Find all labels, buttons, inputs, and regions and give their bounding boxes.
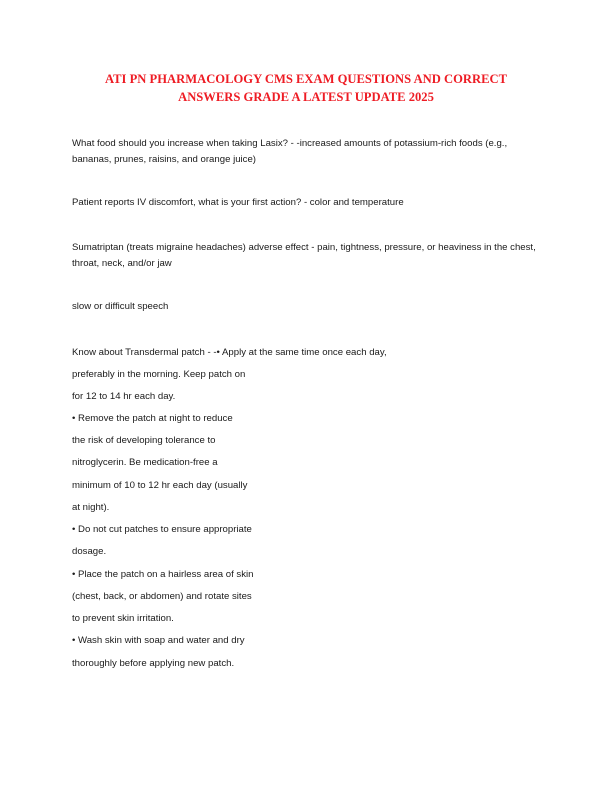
transdermal-line: for 12 to 14 hr each day. [72,391,176,402]
transdermal-line: • Place the patch on a hairless area of skin [72,569,254,580]
qa-slow-speech: slow or difficult speech [72,301,169,312]
document-title [60,71,552,106]
qa-sumatriptan-adverse: Sumatriptan (treats migraine headaches) adverse effect - pain, tightness, pressure, or heaviness in the chest, throat, neck, and/or jaw [72,242,536,269]
transdermal-line: • Do not cut patches to ensure appropriate [72,524,252,535]
transdermal-line: to prevent skin irritation. [72,613,174,624]
transdermal-line: thoroughly before applying new patch. [72,658,235,669]
transdermal-line: (chest, back, or abdomen) and rotate sites [72,591,252,602]
title-line-2: ANSWERS GRADE A LATEST UPDATE 2025 [178,89,434,104]
transdermal-line: preferably in the morning. Keep patch on [72,369,246,380]
transdermal-line: the risk of developing tolerance to [72,435,216,446]
transdermal-line: nitroglycerin. Be medication-free a [72,457,218,468]
transdermal-line: minimum of 10 to 12 hr each day (usually [72,480,248,491]
transdermal-line: • Wash skin with soap and water and dry [72,635,245,646]
transdermal-line: dosage. [72,546,107,557]
qa-iv-discomfort: Patient reports IV discomfort, what is your first action? - color and temperature [72,197,404,208]
transdermal-line: at night). [72,502,110,513]
title-line-1: ATI PN PHARMACOLOGY CMS EXAM QUESTIONS AND CORRECT [105,72,507,86]
transdermal-line: • Remove the patch at night to reduce [72,413,233,424]
transdermal-line: Know about Transdermal patch - -• Apply at the same time once each day, [72,347,387,358]
qa-lasix-potassium: What food should you increase when taking Lasix? - -increased amounts of potassium-rich foods (e.g., bananas, prunes, raisins, and orange juice) [72,138,508,165]
